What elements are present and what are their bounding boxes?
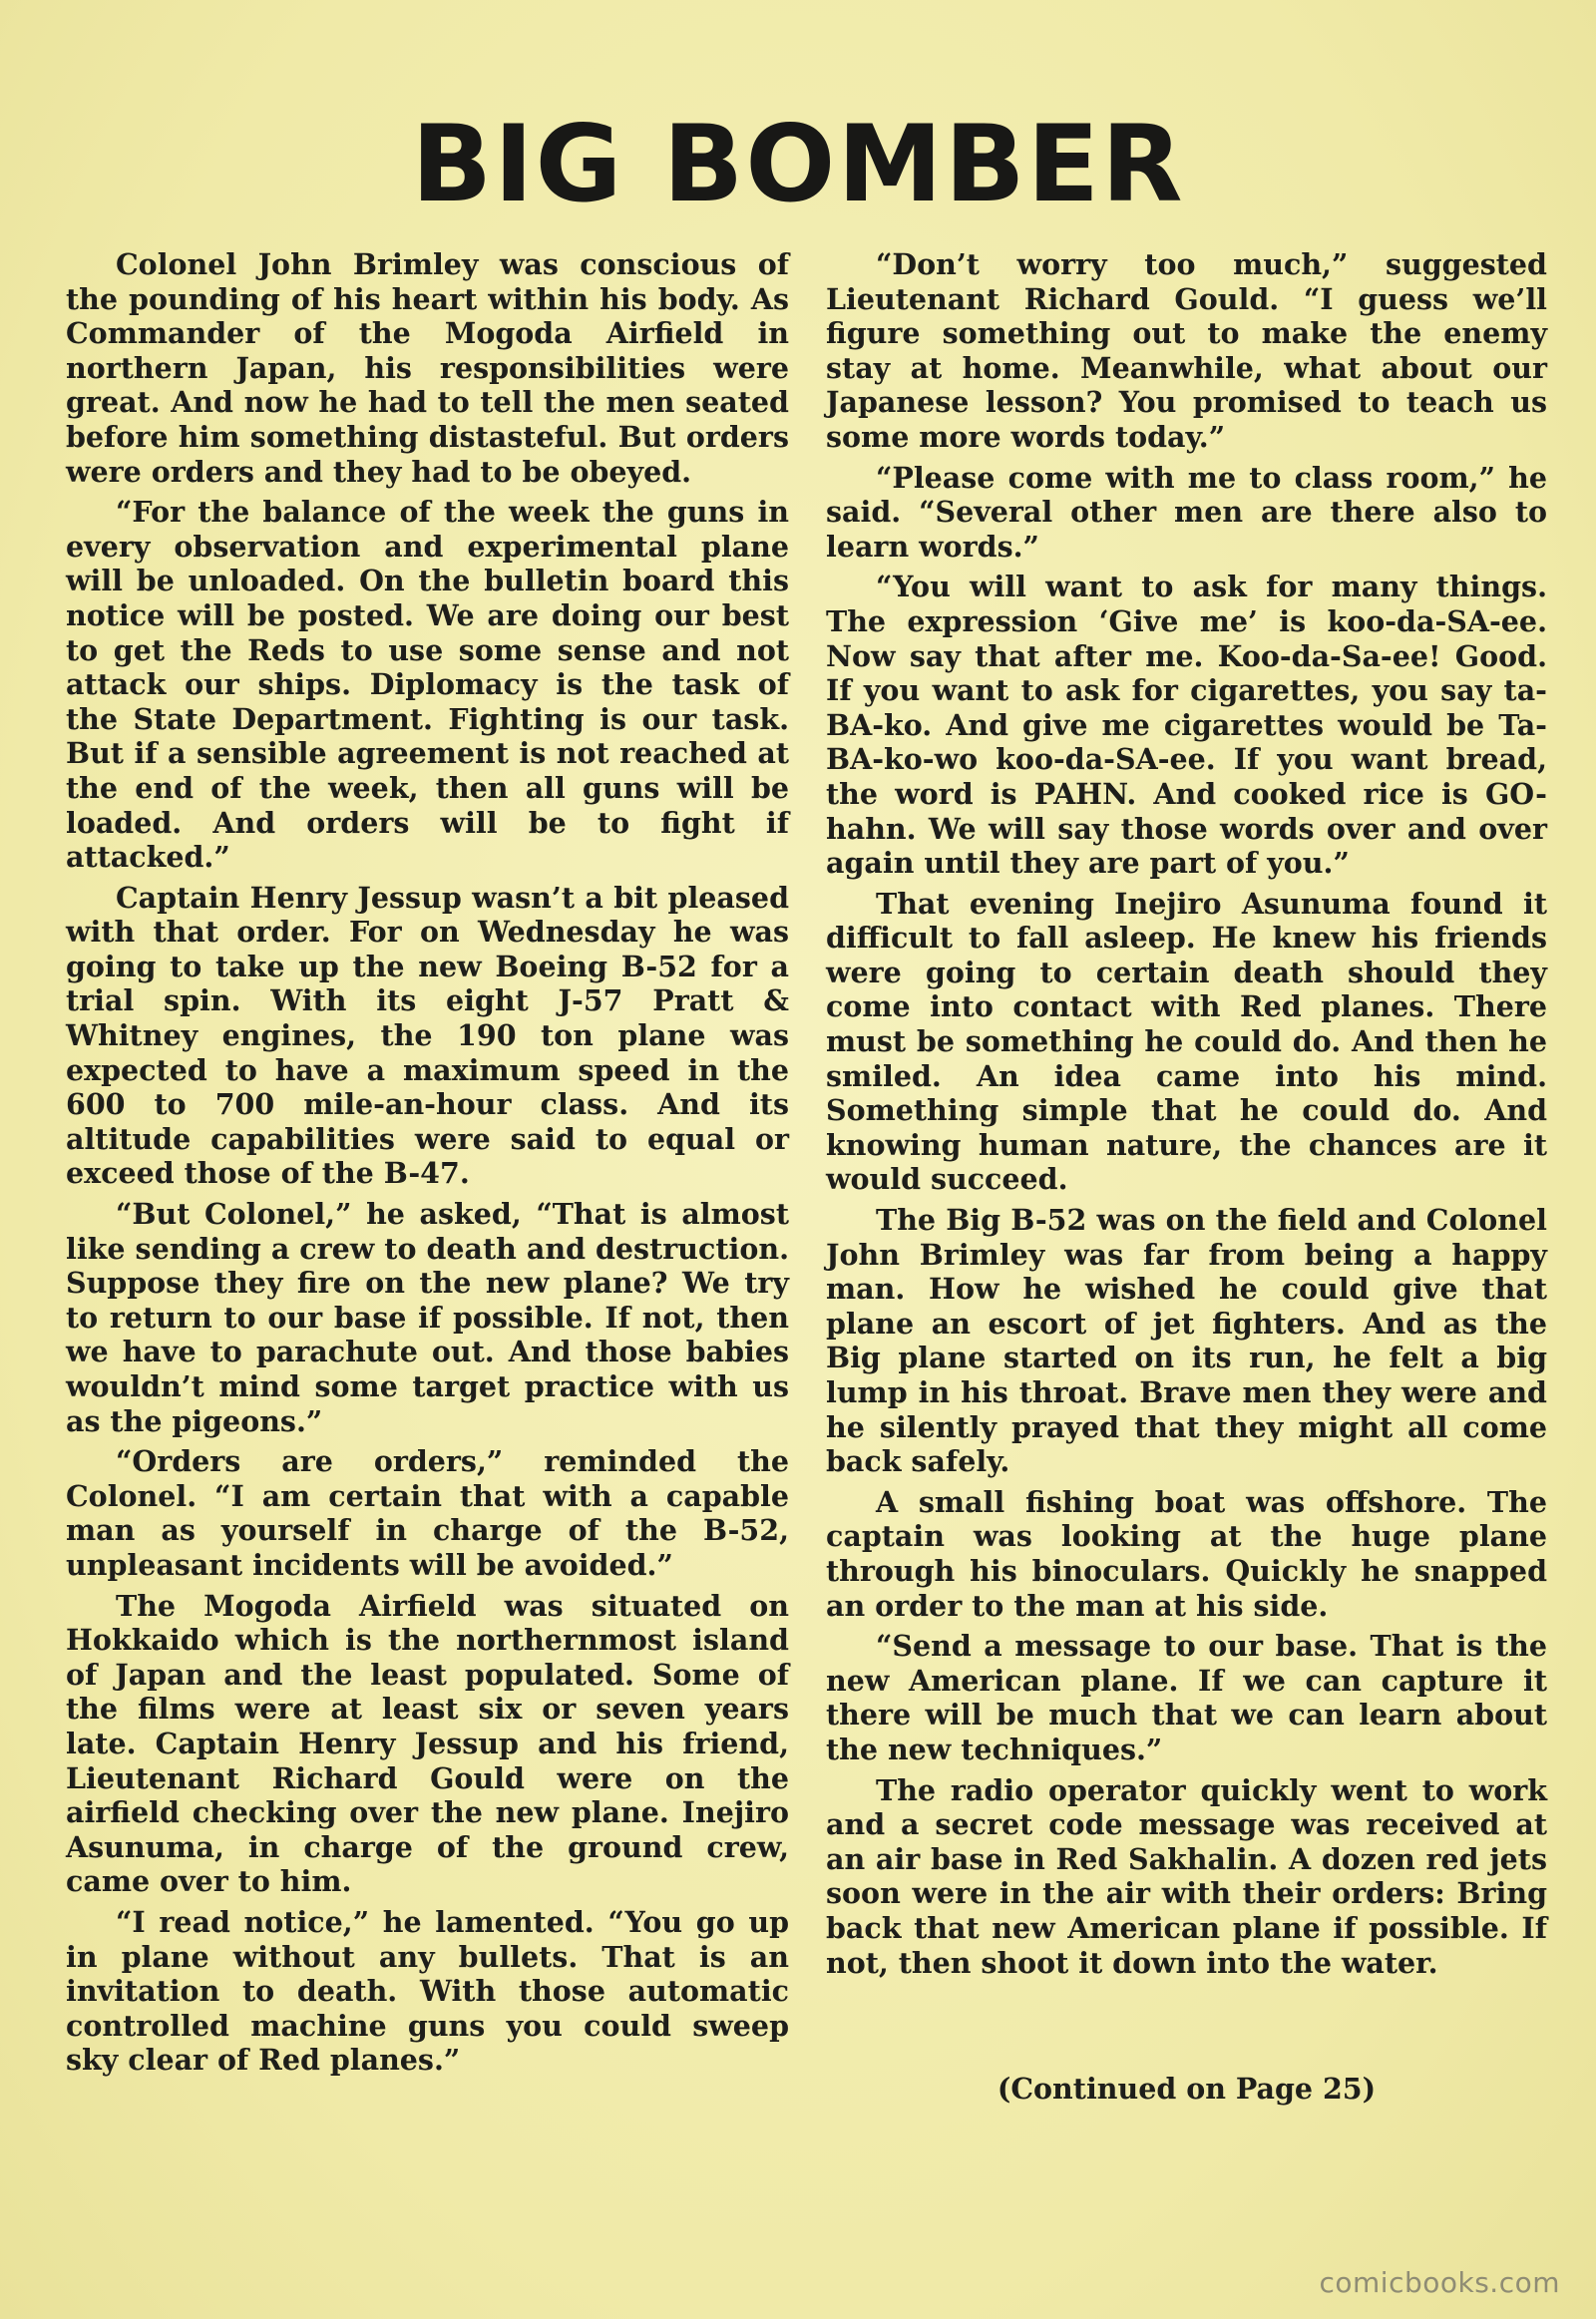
- continued-note: (Continued on Page 25): [997, 2072, 1377, 2106]
- paragraph: “Please come with me to class room,” he said. “Several other men are there also to learn words.”: [826, 460, 1547, 564]
- paragraph: Colonel John Brimley was conscious of the pounding of his heart within his body. As Commander of the Mogoda Airfield in northern Japan, his responsibilities were great. And now he had to tell the men seated before him something distasteful. But orders were orders and they had to be obeyed.: [66, 247, 789, 489]
- story-title: BIG BOMBER: [411, 103, 1185, 225]
- paragraph: “Send a message to our base. That is the new American plane. If we can capture it there will be much that we can learn about the new techniques.”: [826, 1629, 1547, 1766]
- paragraph: “I read notice,” he lamented. “You go up in plane without any bullets. That is an invitation to death. With those automatic controlled machine guns you could sweep sky clear of Red planes.”: [66, 1904, 789, 2078]
- watermark: comicbooks.com: [1319, 2266, 1560, 2299]
- right-column: [826, 247, 1547, 1986]
- paragraph: “But Colonel,” he asked, “That is almost like sending a crew to death and destruction. Suppose they fire on the new plane? We try to return to our base if possible. If not, then we have to parachute out. And those babies wouldn’t mind some target practice with us as the pigeons.”: [66, 1197, 789, 1438]
- paragraph: “For the balance of the week the guns in every observation and experimental plane will be unloaded. On the bulletin board this notice will be posted. We are doing our best to get the Reds to use some sense and not attack our ships. Diplomacy is the task of the State Department. Fighting is our task. But if a sensible agreement is not reached at the end of the week, then all guns will be loaded. And orders will be to fight if attacked.”: [66, 495, 789, 875]
- paragraph: The Big B-52 was on the field and Colonel John Brimley was far from being a happy man. How he wished he could give that plane an escort of jet fighters. And as the Big plane started on its run, he felt a big lump in his throat. Brave men they were and he silently prayed that they might all come back safely.: [826, 1203, 1547, 1479]
- paragraph: “Orders are orders,” reminded the Colonel. “I am certain that with a capable man as yourself in charge of the B-52, unpleasant incidents will be avoided.”: [66, 1444, 789, 1582]
- paragraph: The Mogoda Airfield was situated on Hokkaido which is the northernmost island of Japan and the least populated. Some of the films were at least six or seven years late. Captain Henry Jessup and his friend, Lieutenant Richard Gould were on the airfield checking over the new plane. Inejiro Asunuma, in charge of the ground crew, came over to him.: [66, 1588, 789, 1899]
- paragraph: “You will want to ask for many things. The expression ‘Give me’ is koo-da-SA-ee. Now say that after me. Koo-da-Sa-ee! Good. If you want to ask for cigarettes, you say ta-BA-ko. And give me cigarettes would be Ta-BA-ko-wo koo-da-SA-ee. If you want bread, the word is PAHN. And cooked rice is GO-hahn. We will say those words over and over again until they are part of you.”: [826, 570, 1547, 881]
- paragraph: That evening Inejiro Asunuma found it difficult to fall asleep. He knew his friends were going to certain death should they come into contact with Red planes. There must be something he could do. And then he smiled. An idea came into his mind. Something simple that he could do. And knowing human nature, the chances are it would succeed.: [826, 886, 1547, 1197]
- paragraph: A small fishing boat was offshore. The captain was looking at the huge plane through his binoculars. Quickly he snapped an order to the man at his side.: [826, 1484, 1547, 1623]
- paragraph: “Don’t worry too much,” suggested Lieutenant Richard Gould. “I guess we’ll figure something out to make the enemy stay at home. Meanwhile, what about our Japanese lesson? You promised to teach us some more words today.”: [826, 247, 1547, 454]
- paragraph: The radio operator quickly went to work and a secret code message was received at an air base in Red Sakhalin. A dozen red jets soon were in the air with their orders: Bring back that new American plane if possible. If not, then shoot it down into the water.: [826, 1772, 1547, 1980]
- left-column: [66, 247, 789, 2084]
- paragraph: Captain Henry Jessup wasn’t a bit pleased with that order. For on Wednesday he was going to take up the new Boeing B-52 for a trial spin. With its eight J-57 Pratt & Whitney engines, the 190 ton plane was expected to have a maximum speed in the 600 to 700 mile-an-hour class. And its altitude capabilities were said to equal or exceed those of the B-47.: [66, 880, 789, 1191]
